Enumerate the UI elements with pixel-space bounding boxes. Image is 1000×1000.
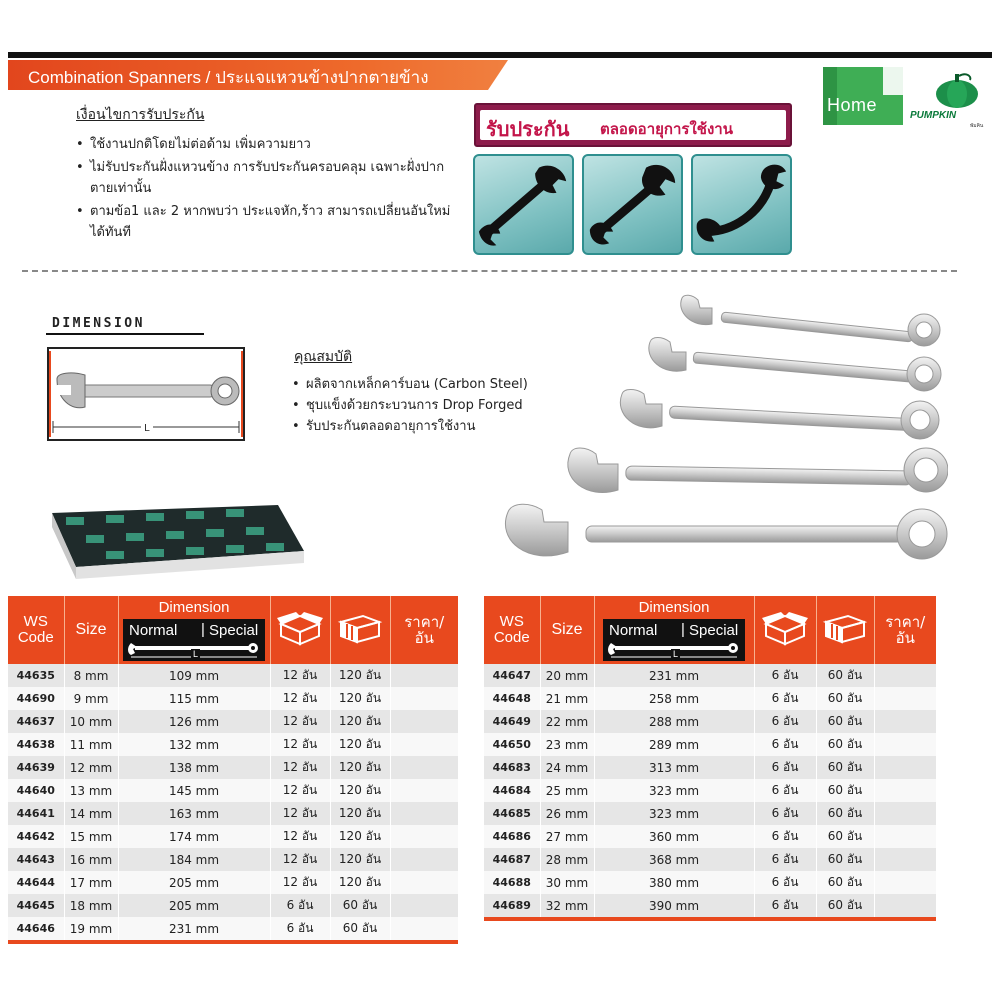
carton-qty-cell: 120 อัน — [330, 848, 390, 871]
box-qty-cell: 6 อัน — [754, 687, 816, 710]
ws-code-cell: 44649 — [484, 710, 540, 733]
table-row — [484, 802, 936, 825]
pumpkin-logo — [910, 70, 998, 130]
box-qty-cell: 6 อัน — [270, 894, 330, 917]
size-cell: 16 mm — [64, 848, 118, 871]
size-cell: 11 mm — [64, 733, 118, 756]
dimension-cell: 323 mm — [594, 779, 754, 802]
properties-heading: คุณสมบัติ — [294, 349, 353, 365]
ws-code-cell: 44688 — [484, 871, 540, 894]
dimension-cell: 390 mm — [594, 894, 754, 917]
table-row — [8, 802, 458, 825]
ws-code-cell: 44650 — [484, 733, 540, 756]
size-cell: 26 mm — [540, 802, 594, 825]
table-row — [8, 664, 458, 687]
box-qty-cell: 12 อัน — [270, 825, 330, 848]
table-bottom-rule-cell — [484, 917, 936, 921]
box-qty-cell: 12 อัน — [270, 871, 330, 894]
price-cell — [874, 756, 936, 779]
carton-icon — [337, 612, 383, 646]
spanner-table-right — [484, 596, 937, 921]
dimension-cell: 313 mm — [594, 756, 754, 779]
carton-pack-header — [330, 596, 390, 664]
ws-code-header: WS Code — [8, 596, 64, 664]
carton-qty-cell: 60 อัน — [816, 871, 874, 894]
box-qty-cell: 6 อัน — [754, 733, 816, 756]
ws-code-cell: 44645 — [8, 894, 64, 917]
box-qty-cell: 6 อัน — [754, 894, 816, 917]
carton-qty-cell: 60 อัน — [816, 848, 874, 871]
carton-qty-cell: 60 อัน — [816, 825, 874, 848]
table-row — [484, 871, 936, 894]
price-cell — [874, 848, 936, 871]
ws-code-cell: 44640 — [8, 779, 64, 802]
box-qty-cell: 6 อัน — [754, 779, 816, 802]
carton-qty-cell: 60 อัน — [816, 802, 874, 825]
ws-code-cell: 44683 — [484, 756, 540, 779]
dimension-cell: 360 mm — [594, 825, 754, 848]
size-cell: 30 mm — [540, 871, 594, 894]
box-qty-cell: 6 อัน — [754, 802, 816, 825]
dimension-cell: 163 mm — [118, 802, 270, 825]
carton-qty-cell: 120 อัน — [330, 871, 390, 894]
box-pack-header — [270, 596, 330, 664]
carton-qty-cell: 120 อัน — [330, 710, 390, 733]
dimension-cell: 138 mm — [118, 756, 270, 779]
price-header: ราคา/ อัน — [874, 596, 936, 664]
dimension-title: DIMENSION — [52, 316, 145, 331]
table-row — [484, 848, 936, 871]
badge-text-warranty: รับประกัน — [486, 117, 570, 141]
price-cell — [390, 802, 458, 825]
pumpkin-icon — [932, 70, 982, 110]
price-cell — [874, 825, 936, 848]
carton-qty-cell: 60 อัน — [816, 894, 874, 917]
open-wrench-icon — [582, 154, 683, 255]
box-qty-cell: 6 อัน — [754, 848, 816, 871]
dimension-cell: 126 mm — [118, 710, 270, 733]
box-qty-cell: 12 อัน — [270, 687, 330, 710]
table-row — [8, 687, 458, 710]
table-row — [484, 779, 936, 802]
property-item: • ผลิตจากเหล็กคาร์บอน (Carbon Steel) — [292, 374, 592, 395]
spanner-table-left — [8, 596, 459, 944]
carton-pack-header — [816, 596, 874, 664]
table-row — [8, 825, 458, 848]
dimension-cell: 289 mm — [594, 733, 754, 756]
size-cell: 9 mm — [64, 687, 118, 710]
ws-code-cell: 44644 — [8, 871, 64, 894]
table-row — [484, 664, 936, 687]
table-row — [8, 779, 458, 802]
wrench-4 — [568, 448, 948, 492]
carton-qty-cell: 120 อัน — [330, 825, 390, 848]
ws-code-cell: 44686 — [484, 825, 540, 848]
dimension-cell: 205 mm — [118, 871, 270, 894]
table-bottom-rule — [8, 940, 458, 944]
price-cell — [874, 779, 936, 802]
size-header: Size — [64, 596, 118, 664]
ws-code-cell: 44647 — [484, 664, 540, 687]
dimension-cell: 380 mm — [594, 871, 754, 894]
curved-wrench-icon — [691, 154, 792, 255]
size-cell: 25 mm — [540, 779, 594, 802]
dimension-cell: 258 mm — [594, 687, 754, 710]
dimension-cell: 174 mm — [118, 825, 270, 848]
warranty-item: • ตามข้อ1 และ 2 หากพบว่า ประแจหัก,ร้าว สามารถเปลี่ยนอันใหม่ได้ทันที — [76, 201, 456, 243]
wrench-case-image — [46, 505, 306, 585]
property-item: • รับประกันตลอดอายุการใช้งาน — [292, 416, 592, 437]
dimension-cell: 205 mm — [118, 894, 270, 917]
ws-code-header: WS Code — [484, 596, 540, 664]
ws-code-cell: 44685 — [484, 802, 540, 825]
table-row — [8, 733, 458, 756]
carton-qty-cell: 120 อัน — [330, 802, 390, 825]
price-cell — [874, 871, 936, 894]
wrench-1 — [681, 295, 940, 346]
size-cell: 15 mm — [64, 825, 118, 848]
dimension-diagram — [47, 347, 245, 441]
warranty-item: • ใช้งานปกติโดยไม่ต่อด้าม เพิ่มความยาว — [76, 134, 456, 155]
box-qty-cell: 12 อัน — [270, 733, 330, 756]
size-cell: 12 mm — [64, 756, 118, 779]
box-qty-cell: 12 อัน — [270, 756, 330, 779]
box-qty-cell: 12 อัน — [270, 710, 330, 733]
table-row — [484, 710, 936, 733]
size-cell: 24 mm — [540, 756, 594, 779]
lifetime-warranty-badge — [474, 103, 792, 147]
carton-qty-cell: 120 อัน — [330, 733, 390, 756]
price-cell — [390, 779, 458, 802]
price-cell — [390, 687, 458, 710]
size-cell: 8 mm — [64, 664, 118, 687]
ws-code-cell: 44646 — [8, 917, 64, 940]
size-cell: 19 mm — [64, 917, 118, 940]
size-cell: 20 mm — [540, 664, 594, 687]
dimension-cell: 115 mm — [118, 687, 270, 710]
price-cell — [390, 894, 458, 917]
dimension-cell: 145 mm — [118, 779, 270, 802]
table-row — [8, 848, 458, 871]
home-logo — [823, 67, 903, 125]
dimension-cell: 231 mm — [118, 917, 270, 940]
size-cell: 27 mm — [540, 825, 594, 848]
table-row — [484, 733, 936, 756]
ws-code-cell: 44690 — [8, 687, 64, 710]
dimension-cell: 288 mm — [594, 710, 754, 733]
box-qty-cell: 6 อัน — [754, 710, 816, 733]
box-qty-cell: 6 อัน — [754, 664, 816, 687]
price-cell — [390, 756, 458, 779]
size-cell: 14 mm — [64, 802, 118, 825]
home-logo-text: Home — [827, 95, 878, 115]
wrench-set-image — [486, 290, 948, 580]
ws-code-cell: 44648 — [484, 687, 540, 710]
table-row — [484, 687, 936, 710]
ws-code-cell: 44635 — [8, 664, 64, 687]
size-cell: 28 mm — [540, 848, 594, 871]
warranty-list — [76, 134, 456, 245]
box-pack-header — [754, 596, 816, 664]
table-row — [8, 917, 458, 940]
table-row — [484, 756, 936, 779]
box-qty-cell: 6 อัน — [270, 917, 330, 940]
carton-qty-cell: 60 อัน — [816, 710, 874, 733]
dimension-cell: 132 mm — [118, 733, 270, 756]
ws-code-cell: 44642 — [8, 825, 64, 848]
dimension-strip: Normal | Special L — [123, 619, 265, 661]
section-divider — [22, 270, 957, 272]
price-cell — [874, 802, 936, 825]
size-cell: 22 mm — [540, 710, 594, 733]
price-cell — [390, 848, 458, 871]
carton-qty-cell: 60 อัน — [816, 733, 874, 756]
open-box-icon — [277, 612, 323, 646]
ws-code-cell: 44639 — [8, 756, 64, 779]
wrench-5 — [505, 504, 947, 559]
size-cell: 13 mm — [64, 779, 118, 802]
size-cell: 18 mm — [64, 894, 118, 917]
price-cell — [390, 710, 458, 733]
dimension-underline — [46, 333, 204, 335]
price-cell — [390, 917, 458, 940]
carton-qty-cell: 60 อัน — [816, 779, 874, 802]
box-qty-cell: 6 อัน — [754, 756, 816, 779]
price-cell — [390, 664, 458, 687]
table-row — [8, 756, 458, 779]
carton-icon — [822, 612, 868, 646]
box-qty-cell: 12 อัน — [270, 779, 330, 802]
box-qty-cell: 6 อัน — [754, 825, 816, 848]
pumpkin-logo-text: PUMPKIN — [910, 110, 957, 121]
open-wrench-icon — [473, 154, 574, 255]
dimension-wrench-diagram — [49, 349, 243, 439]
table-bottom-rule-cell — [8, 940, 458, 944]
dimension-header: Dimension Normal | Special L — [594, 596, 754, 664]
price-cell — [874, 664, 936, 687]
price-cell — [390, 871, 458, 894]
dimension-cell: 231 mm — [594, 664, 754, 687]
warranty-item: • ไม่รับประกันฝั่งแหวนข้าง การรับประกันครอบคลุม เฉพาะฝั่งปากตายเท่านั้น — [76, 157, 456, 199]
ws-code-cell: 44684 — [484, 779, 540, 802]
price-header: ราคา/ อัน — [390, 596, 458, 664]
size-cell: 17 mm — [64, 871, 118, 894]
carton-qty-cell: 120 อัน — [330, 756, 390, 779]
ws-code-cell: 44641 — [8, 802, 64, 825]
price-cell — [874, 894, 936, 917]
property-item: • ชุบแข็งด้วยกระบวนการ Drop Forged — [292, 395, 592, 416]
ws-code-cell: 44643 — [8, 848, 64, 871]
length-label: L — [144, 423, 150, 434]
ws-code-cell: 44687 — [484, 848, 540, 871]
dimension-cell: 184 mm — [118, 848, 270, 871]
price-cell — [874, 687, 936, 710]
carton-qty-cell: 60 อัน — [330, 894, 390, 917]
wrench-3 — [620, 390, 939, 440]
dimension-header: Dimension Normal | Special L — [118, 596, 270, 664]
carton-qty-cell: 60 อัน — [330, 917, 390, 940]
dimension-cell: 109 mm — [118, 664, 270, 687]
carton-qty-cell: 60 อัน — [816, 664, 874, 687]
size-cell: 10 mm — [64, 710, 118, 733]
ws-code-cell: 44638 — [8, 733, 64, 756]
table-row — [8, 710, 458, 733]
price-cell — [390, 825, 458, 848]
dimension-cell: 368 mm — [594, 848, 754, 871]
price-cell — [874, 733, 936, 756]
pumpkin-logo-subtext: พัมคิน — [970, 123, 984, 129]
table-row — [484, 894, 936, 917]
wrench-2 — [649, 338, 941, 392]
badge-text-lifetime: ตลอดอายุการใช้งาน — [600, 120, 733, 138]
carton-qty-cell: 120 อัน — [330, 779, 390, 802]
ws-code-cell: 44637 — [8, 710, 64, 733]
warranty-heading: เงื่อนไขการรับประกัน — [76, 107, 205, 123]
size-cell: 21 mm — [540, 687, 594, 710]
carton-qty-cell: 120 อัน — [330, 664, 390, 687]
price-cell — [874, 710, 936, 733]
price-cell — [390, 733, 458, 756]
dimension-cell: 323 mm — [594, 802, 754, 825]
carton-qty-cell: 60 อัน — [816, 687, 874, 710]
box-qty-cell: 12 อัน — [270, 848, 330, 871]
open-box-icon — [762, 612, 808, 646]
table-bottom-rule — [484, 917, 936, 921]
dimension-strip: Normal | Special L — [603, 619, 745, 661]
box-qty-cell: 12 อัน — [270, 664, 330, 687]
box-qty-cell: 6 อัน — [754, 871, 816, 894]
size-cell: 23 mm — [540, 733, 594, 756]
ws-code-cell: 44689 — [484, 894, 540, 917]
size-cell: 32 mm — [540, 894, 594, 917]
carton-qty-cell: 60 อัน — [816, 756, 874, 779]
box-qty-cell: 12 อัน — [270, 802, 330, 825]
top-rule — [8, 52, 992, 58]
carton-qty-cell: 120 อัน — [330, 687, 390, 710]
table-row — [8, 894, 458, 917]
page-title: Combination Spanners / ประแจแหวนข้างปากตายข้าง — [28, 68, 429, 87]
size-header: Size — [540, 596, 594, 664]
table-row — [484, 825, 936, 848]
table-row — [8, 871, 458, 894]
